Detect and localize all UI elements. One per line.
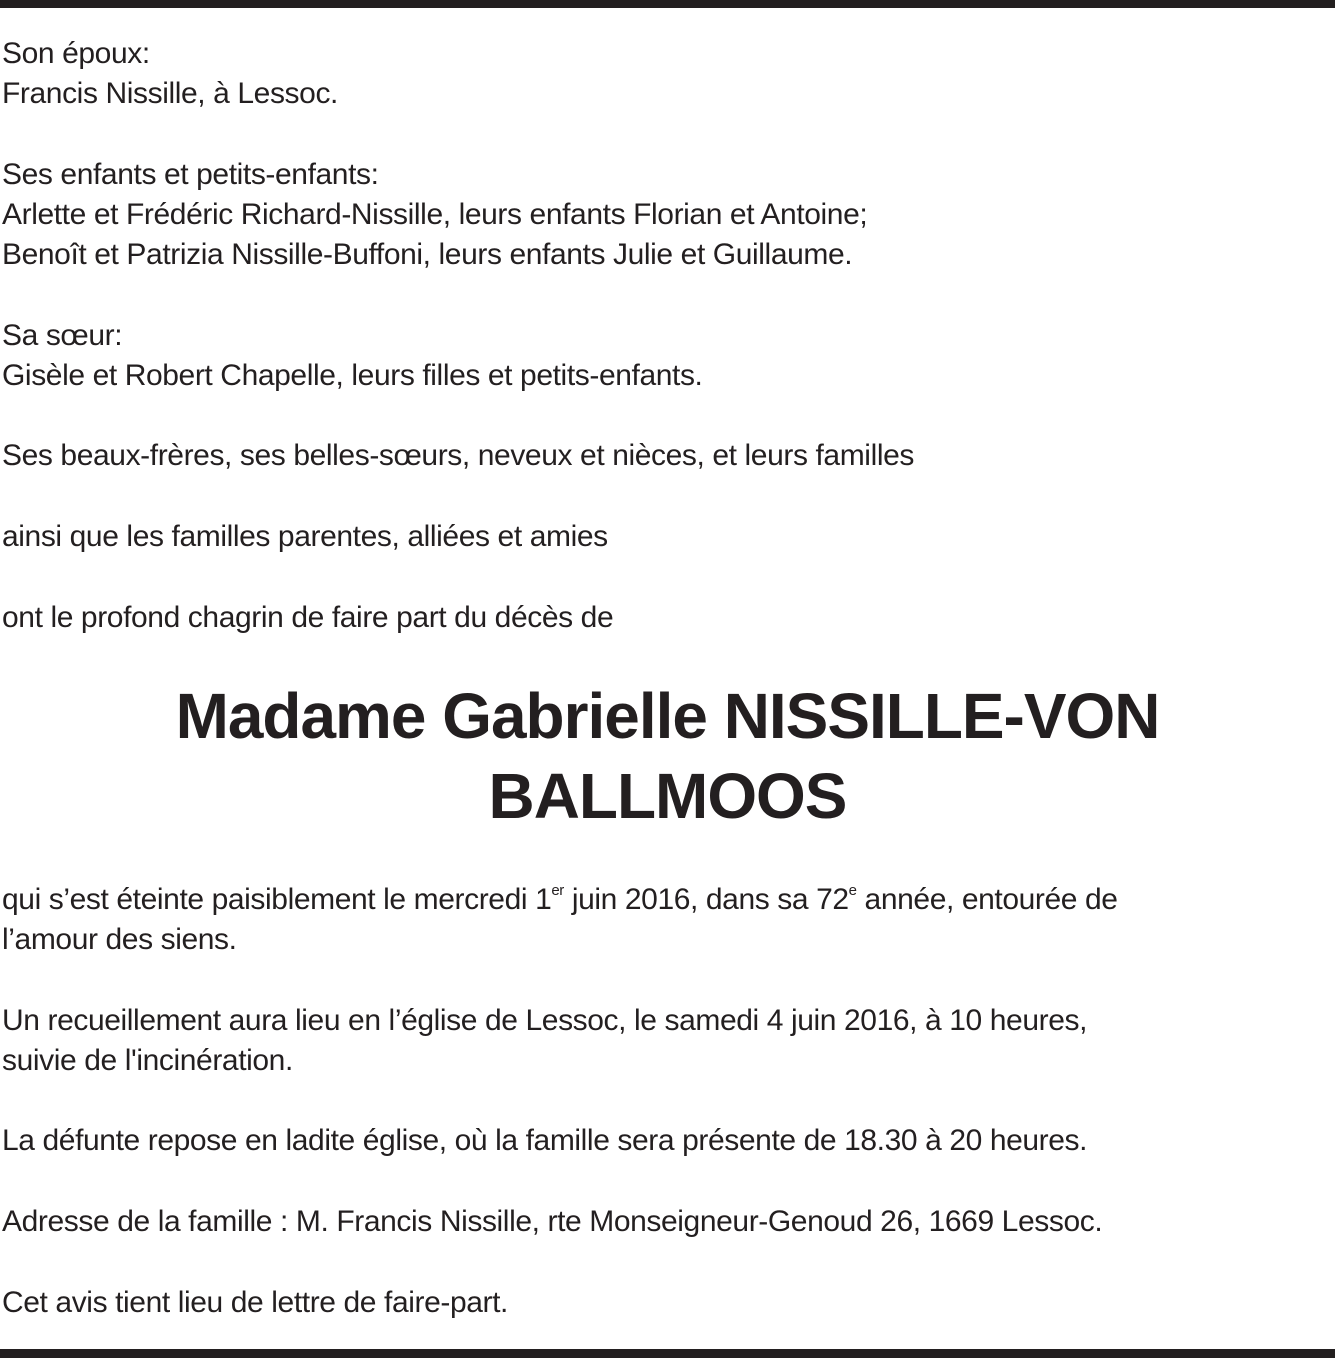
- death-text-part-1: qui s’est éteinte paisiblement le mercredi 1: [2, 883, 552, 916]
- children-heading: Ses enfants et petits-enfants:: [2, 158, 379, 191]
- vigil-line: La défunte repose en ladite église, où la famille sera présente de 18.30 à 20 heures.: [2, 1124, 1088, 1157]
- ordinal-superscript-1: er: [551, 882, 564, 899]
- closing-line: Cet avis tient lieu de lettre de faire-part.: [2, 1286, 508, 1319]
- deceased-name-line-1: Madame Gabrielle NISSILLE-VON: [175, 680, 1160, 752]
- spouse-heading: Son époux:: [2, 37, 150, 70]
- deceased-name-line-2: BALLMOOS: [488, 760, 847, 832]
- sister-heading: Sa sœur:: [2, 319, 123, 352]
- child-family-1: Arlette et Frédéric Richard-Nissille, leurs enfants Florian et Antoine;: [2, 198, 868, 231]
- top-rule: [0, 0, 1335, 8]
- bottom-rule: [0, 1349, 1335, 1358]
- ceremony-line-2: suivie de l'incinération.: [2, 1044, 293, 1077]
- ceremony-line-1: Un recueillement aura lieu en l’église de Lessoc, le samedi 4 juin 2016, à 10 heures,: [2, 1004, 1088, 1037]
- spouse-name: Francis Nissille, à Lessoc.: [2, 77, 338, 110]
- relatives-line: ainsi que les familles parentes, alliées et amies: [2, 520, 608, 553]
- in-laws-line: Ses beaux-frères, ses belles-sœurs, neveux et nièces, et leurs familles: [2, 439, 914, 472]
- family-address: Adresse de la famille : M. Francis Nissille, rte Monseigneur-Genoud 26, 1669 Lessoc.: [2, 1205, 1103, 1238]
- sister-family: Gisèle et Robert Chapelle, leurs filles et petits-enfants.: [2, 359, 703, 392]
- death-text-part-3: année, entourée de: [856, 883, 1118, 916]
- death-text-part-2: juin 2016, dans sa 72: [563, 883, 849, 916]
- child-family-2: Benoît et Patrizia Nissille-Buffoni, leurs enfants Julie et Guillaume.: [2, 238, 853, 271]
- announcement-line: ont le profond chagrin de faire part du décès de: [2, 601, 614, 634]
- death-details: [2, 880, 1118, 920]
- ordinal-superscript-2: e: [848, 882, 857, 899]
- death-details-line-2: l’amour des siens.: [2, 923, 237, 956]
